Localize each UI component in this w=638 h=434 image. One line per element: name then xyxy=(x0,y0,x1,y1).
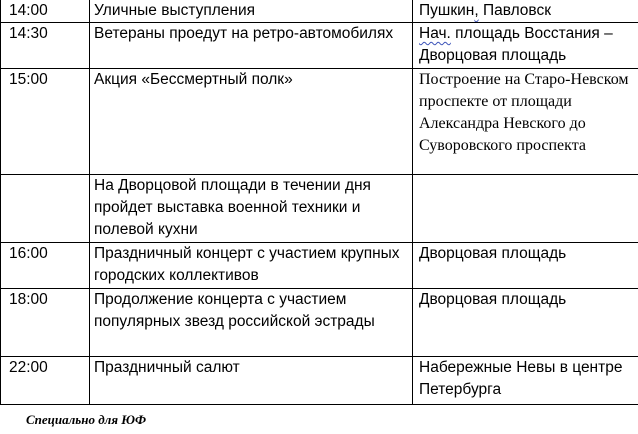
event-cell: На Дворцовой площади в течении дня пройдет выставка военной техники и полевой кухни xyxy=(90,175,413,243)
event-cell: Ветераны проедут на ретро-автомобилях xyxy=(90,23,413,69)
footer-credit: Специально для ЮФ xyxy=(26,412,147,427)
time-cell: 18:00 xyxy=(1,289,90,357)
place-cell: Набережные Невы в центре Петербурга xyxy=(413,357,638,405)
spellcheck-mark: , xyxy=(474,2,479,19)
table-row xyxy=(1,357,638,405)
table-row xyxy=(1,69,638,175)
table-row xyxy=(1,175,638,243)
event-cell: Праздничный концерт с участием крупных городских коллективов xyxy=(90,243,413,289)
event-cell: Праздничный салют xyxy=(90,357,413,405)
place-cell: Дворцовая площадь xyxy=(413,243,638,289)
time-cell: 14:00 xyxy=(1,0,90,23)
place-text: площадь Восстания – Дворцовая площадь xyxy=(419,25,613,64)
table-row xyxy=(1,243,638,289)
table-row xyxy=(1,289,638,357)
time-cell xyxy=(1,175,90,243)
place-cell xyxy=(413,23,638,69)
place-text: Пушкин xyxy=(419,2,475,19)
place-cell xyxy=(413,175,638,243)
event-cell: Уличные выступления xyxy=(90,0,413,23)
time-cell: 22:00 xyxy=(1,357,90,405)
event-cell: Продолжение концерта с участием популярных звезд российской эстрады xyxy=(90,289,413,357)
table-row xyxy=(1,23,638,69)
spellcheck-mark: Нач. xyxy=(419,25,451,42)
place-cell: Дворцовая площадь xyxy=(413,289,638,357)
place-cell xyxy=(413,0,638,23)
time-cell: 14:30 xyxy=(1,23,90,69)
time-cell: 16:00 xyxy=(1,243,90,289)
time-cell: 15:00 xyxy=(1,69,90,175)
table-row xyxy=(1,0,638,23)
event-cell: Акция «Бессмертный полк» xyxy=(90,69,413,175)
place-cell: Построение на Старо-Невском проспекте от площади Александра Невского до Суворовского проспекта xyxy=(413,69,638,175)
place-text: Павловск xyxy=(478,2,552,19)
